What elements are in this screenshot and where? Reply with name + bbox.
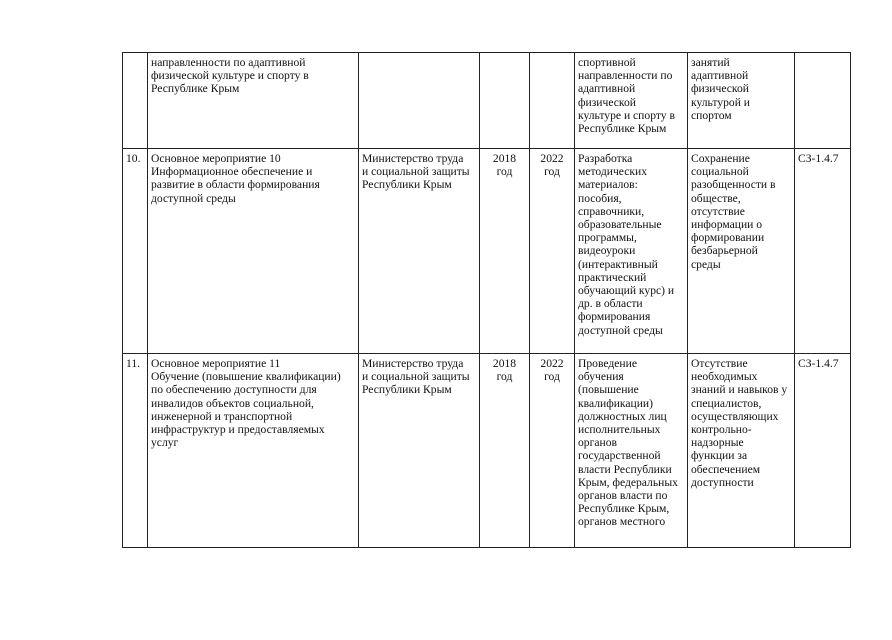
row-number-cell: 10. <box>123 149 148 354</box>
table-row <box>123 354 851 548</box>
consequence-cell: занятий адаптивной физической культурой и спортом <box>688 53 795 149</box>
start-year-cell <box>480 53 530 149</box>
measures-table <box>122 52 851 548</box>
expected-result-cell: Разработка методических материалов: пособия, справочники, образовательные программы, видеоуроки (интерактивный практический обучающий курс) и др. в области формирования доступной среды <box>575 149 688 354</box>
consequence-cell: Отсутствие необходимых знаний и навыков у специалистов, осуществляющих контрольно- надзорные функции за обеспечением доступности <box>688 354 795 548</box>
indicator-code-cell: СЗ-1.4.7 <box>795 149 851 354</box>
indicator-code-cell <box>795 53 851 149</box>
table-row <box>123 149 851 354</box>
end-year-cell <box>530 53 575 149</box>
indicator-code-cell: СЗ-1.4.7 <box>795 354 851 548</box>
end-year-cell: 2022 год <box>530 149 575 354</box>
consequence-cell: Сохранение социальной разобщенности в обществе, отсутствие информации о формировании безбарьерной среды <box>688 149 795 354</box>
measure-name-cell: направленности по адаптивной физической культуре и спорту в Республике Крым <box>148 53 359 149</box>
measure-name-cell: Основное мероприятие 11 Обучение (повышение квалификации) по обеспечению доступности для инвалидов объектов социальной, инженерной и транспортной инфраструктур и предоставляемых услуг <box>148 354 359 548</box>
start-year-cell: 2018 год <box>480 354 530 548</box>
row-number-cell: 11. <box>123 354 148 548</box>
start-year-cell: 2018 год <box>480 149 530 354</box>
table-row <box>123 53 851 149</box>
executor-cell: Министерство труда и социальной защиты Республики Крым <box>359 149 480 354</box>
executor-cell: Министерство труда и социальной защиты Республики Крым <box>359 354 480 548</box>
row-number-cell <box>123 53 148 149</box>
executor-cell <box>359 53 480 149</box>
measure-name-cell: Основное мероприятие 10 Информационное обеспечение и развитие в области формирования доступной среды <box>148 149 359 354</box>
expected-result-cell: спортивной направленности по адаптивной физической культуре и спорту в Республике Крым <box>575 53 688 149</box>
end-year-cell: 2022 год <box>530 354 575 548</box>
expected-result-cell: Проведение обучения (повышение квалификации) должностных лиц исполнительных органов государственной власти Республики Крым, федеральных органов власти по Республике Крым, органов местного <box>575 354 688 548</box>
